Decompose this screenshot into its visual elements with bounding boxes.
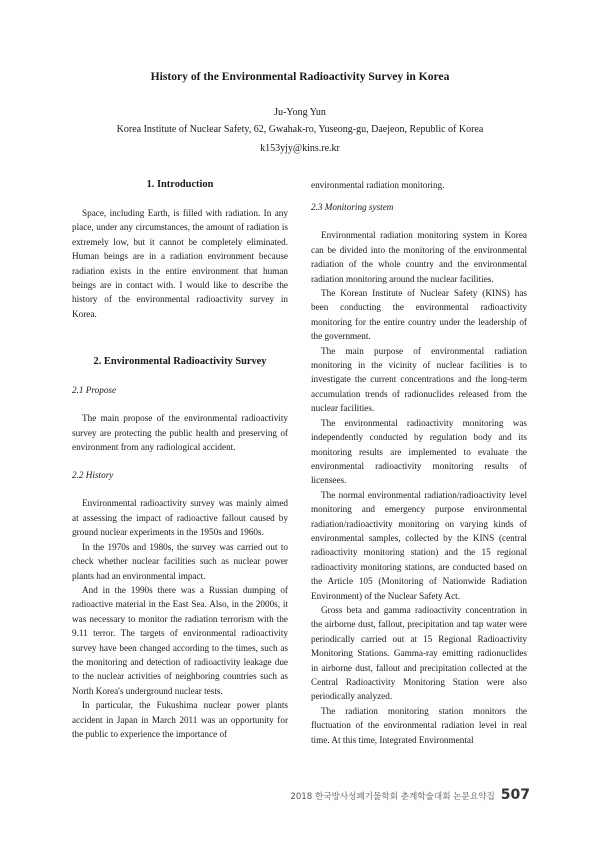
- author-affiliation: Korea Institute of Nuclear Safety, 62, Gwahak-ro, Yuseong-gu, Daejeon, Republic of Korea: [116, 124, 484, 135]
- page-footer: [290, 787, 530, 803]
- monitoring-paragraph-6: Gross beta and gamma radioactivity concentration in the airborne dust, fallout, precipitation and tap water were periodically carried out at 15 Regional Radioactivity Monitoring Stations. Gamma-ray emitting radionuclides in airborne dust, fallout and precipitation collected at the Central Radioactivity Monitoring Station were also periodically analyzed.: [311, 604, 527, 702]
- subsection-2-2-heading: 2.2 History: [72, 470, 114, 481]
- section-2-heading: 2. Environmental Radioactivity Survey: [93, 356, 267, 368]
- history-paragraph-1: Environmental radioactivity survey was mainly aimed at assessing the impact of radioactive fallout caused by ground nuclear experiments in the 1950s and 1960s.: [72, 498, 288, 538]
- history-paragraph-3: And in the 1990s there was a Russian dumping of radioactive material in the East Sea. Also, in the 2000s, it was necessary to monitor the radiation terrorism with the 9.11 terror. The targets of environmental radioactivity survey have been changed according to the times, such as the monitoring and detection of radioactivity leakage due to the nuclear activities of neighboring countries such as North Korea's underground nuclear tests.: [72, 584, 288, 696]
- monitoring-paragraph-7: The radiation monitoring station monitors the fluctuation of the environmental radiation level in real time. At this time, Integrated Environmental: [311, 705, 527, 745]
- history-paragraph-4: In particular, the Fukushima nuclear power plants accident in Japan in March 2011 was an opportunity for the public to experience the importance of: [72, 700, 288, 739]
- intro-paragraph: Space, including Earth, is filled with radiation. In any place, under any circumstances, the amount of radiation is extremely low, but it cannot be completely eliminated. Human beings are in a radiation environment because radiation exists in the entire environment that human beings are in contact with. I would like to describe the history of the environmental radioactivity survey in Korea.: [72, 208, 288, 319]
- monitoring-paragraph-4: The environmental radioactivity monitoring was independently conducted by regulation body and its monitoring results are implemented to evaluate the environmental radioactivity monitoring results of licensees.: [311, 417, 527, 486]
- monitoring-paragraph-5: The normal environmental radiation/radioactivity level monitoring and emergency purpose environmental radiation/radioactivity monitoring on varying kinds of environmental samples, collected by the KINS (central radioactivity monitoring station) and the 15 regional radioactivity monitoring stations, are conducted based on the Article 105 (Monitoring of Nationwide Radiation Environment) of the Nuclear Safety Act.: [311, 489, 527, 601]
- history-paragraph-2: In the 1970s and 1980s, the survey was carried out to check whether nuclear facilities such as nuclear power plants had an environmental impact.: [72, 541, 288, 581]
- page-number: 507: [500, 787, 530, 803]
- conference-name: 2018 한국방사성폐기물학회 춘계학술대회 논문요약집: [290, 792, 495, 802]
- subsection-2-3-heading: 2.3 Monitoring system: [311, 202, 394, 213]
- subsection-2-1-heading: 2.1 Propose: [72, 385, 117, 396]
- left-column: [72, 178, 288, 741]
- propose-paragraph: The main propose of the environmental radioactivity survey are protecting the public health and preserving of environment from any radiological accident.: [72, 413, 288, 453]
- section-1-heading: 1. Introduction: [146, 179, 214, 190]
- right-column: [311, 178, 527, 747]
- monitoring-paragraph-2: The Korean Institute of Nuclear Safety (KINS) has been conducting the environmental radioactivity monitoring for the entire country under the leadership of the government.: [311, 288, 527, 342]
- continued-text: environmental radiation monitoring.: [311, 180, 445, 190]
- monitoring-paragraph-1: Environmental radiation monitoring system in Korea can be divided into the monitoring of the environmental radiation of the whole country and the environmental radiation monitoring around the nuclear facilities.: [311, 230, 527, 284]
- author-email: k153yjy@kins.re.kr: [260, 143, 340, 154]
- monitoring-paragraph-3: The main purpose of environmental radiation monitoring in the vicinity of nuclear facilities is to investigate the current concentrations and the long-term accumulation trends of radionuclides released from the nuclear facilities.: [311, 345, 527, 414]
- paper-title: History of the Environmental Radioactivity Survey in Korea: [150, 70, 450, 83]
- author-name: Ju-Yong Yun: [274, 107, 326, 118]
